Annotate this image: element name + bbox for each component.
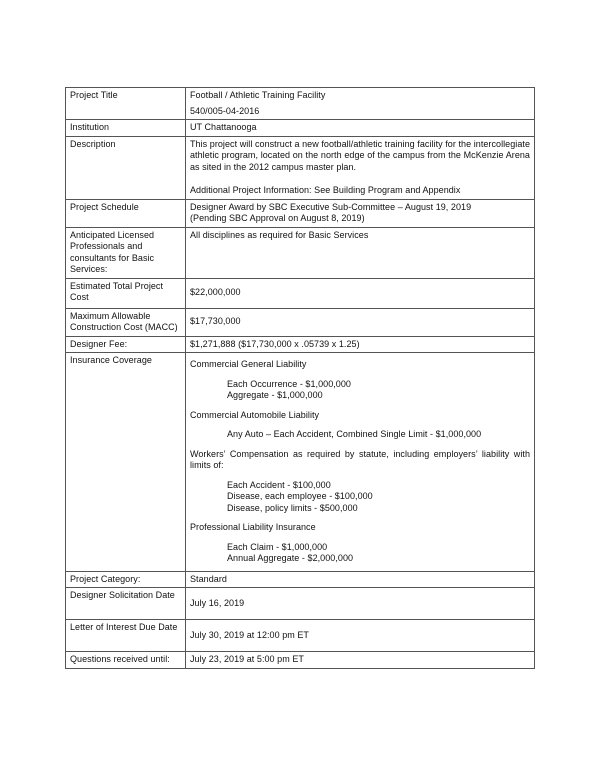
row-project-category bbox=[66, 571, 535, 588]
label-designer-fee: Designer Fee: bbox=[66, 336, 186, 353]
auto-any: Any Auto – Each Accident, Combined Single Limit - $1,000,000 bbox=[227, 429, 482, 439]
row-project-schedule bbox=[66, 199, 535, 227]
workers-disease-employee: Disease, each employee - $100,000 bbox=[227, 491, 373, 501]
row-questions bbox=[66, 652, 535, 669]
auto-title: Commercial Automobile Liability bbox=[190, 409, 320, 420]
workers-each-accident: Each Accident - $100,000 bbox=[227, 479, 331, 490]
prof-title: Professional Liability Insurance bbox=[190, 522, 316, 532]
row-designer-fee bbox=[66, 336, 535, 353]
value-licensed-professionals: All disciplines as required for Basic Services bbox=[186, 227, 535, 278]
row-licensed-professionals bbox=[66, 227, 535, 278]
label-project-schedule: Project Schedule bbox=[66, 199, 186, 227]
row-insurance bbox=[66, 353, 535, 572]
value-macc: $17,730,000 bbox=[186, 308, 535, 336]
row-institution bbox=[66, 120, 535, 137]
prof-each-claim: Each Claim - $1,000,000 bbox=[227, 541, 328, 552]
label-loi-due: Letter of Interest Due Date bbox=[66, 620, 186, 652]
value-institution: UT Chattanooga bbox=[186, 120, 535, 137]
label-insurance: Insurance Coverage bbox=[66, 353, 186, 572]
value-designer-fee: $1,271,888 ($17,730,000 x .05739 x 1.25) bbox=[186, 336, 535, 353]
schedule-line-2: (Pending SBC Approval on August 8, 2019) bbox=[190, 213, 365, 223]
row-project-title bbox=[66, 88, 535, 120]
value-solicitation-date: July 16, 2019 bbox=[186, 588, 535, 620]
row-macc bbox=[66, 308, 535, 336]
prof-annual-aggregate: Annual Aggregate - $2,000,000 bbox=[227, 553, 354, 563]
value-questions: July 23, 2019 at 5:00 pm ET bbox=[186, 652, 535, 669]
row-estimated-cost bbox=[66, 278, 535, 308]
value-project-category: Standard bbox=[186, 571, 535, 588]
value-loi-due: July 30, 2019 at 12:00 pm ET bbox=[186, 620, 535, 652]
row-solicitation-date bbox=[66, 588, 535, 620]
value-description bbox=[186, 136, 535, 199]
label-estimated-cost: Estimated Total Project Cost bbox=[66, 278, 186, 308]
label-description: Description bbox=[66, 136, 186, 199]
workers-disease-policy: Disease, policy limits - $500,000 bbox=[227, 502, 358, 513]
row-loi-due bbox=[66, 620, 535, 652]
label-licensed-professionals: Anticipated Licensed Professionals and consultants for Basic Services: bbox=[66, 227, 186, 278]
label-macc: Maximum Allowable Construction Cost (MACC) bbox=[66, 308, 186, 336]
project-info-table bbox=[65, 87, 535, 669]
row-description bbox=[66, 136, 535, 199]
workers-comp-text: Workers’ Compensation as required by statute, including employers’ liability with limits of: bbox=[190, 448, 530, 470]
additional-info: Additional Project Information: See Building Program and Appendix bbox=[190, 185, 461, 195]
value-project-schedule bbox=[186, 199, 535, 227]
label-solicitation-date: Designer Solicitation Date bbox=[66, 588, 186, 620]
cgl-each-occurrence: Each Occurrence - $1,000,000 bbox=[227, 378, 351, 389]
schedule-line-1: Designer Award by SBC Executive Sub-Committee – August 19, 2019 bbox=[190, 201, 472, 212]
label-project-title: Project Title bbox=[66, 88, 186, 120]
project-name: Football / Athletic Training Facility bbox=[190, 90, 326, 100]
value-project-title bbox=[186, 88, 535, 120]
label-questions: Questions received until: bbox=[66, 652, 186, 669]
cgl-aggregate: Aggregate - $1,000,000 bbox=[227, 390, 323, 400]
description-text: This project will construct a new football/athletic training facility for the intercollegiate athletic program, located on the north edge of the campus from the McKenzie Arena as sited in the 2012 campus master plan. bbox=[190, 138, 530, 172]
project-number: 540/005-04-2016 bbox=[190, 105, 260, 116]
label-institution: Institution bbox=[66, 120, 186, 137]
value-estimated-cost: $22,000,000 bbox=[186, 278, 535, 308]
value-insurance bbox=[186, 353, 535, 572]
cgl-title: Commercial General Liability bbox=[190, 359, 307, 369]
label-project-category: Project Category: bbox=[66, 571, 186, 588]
